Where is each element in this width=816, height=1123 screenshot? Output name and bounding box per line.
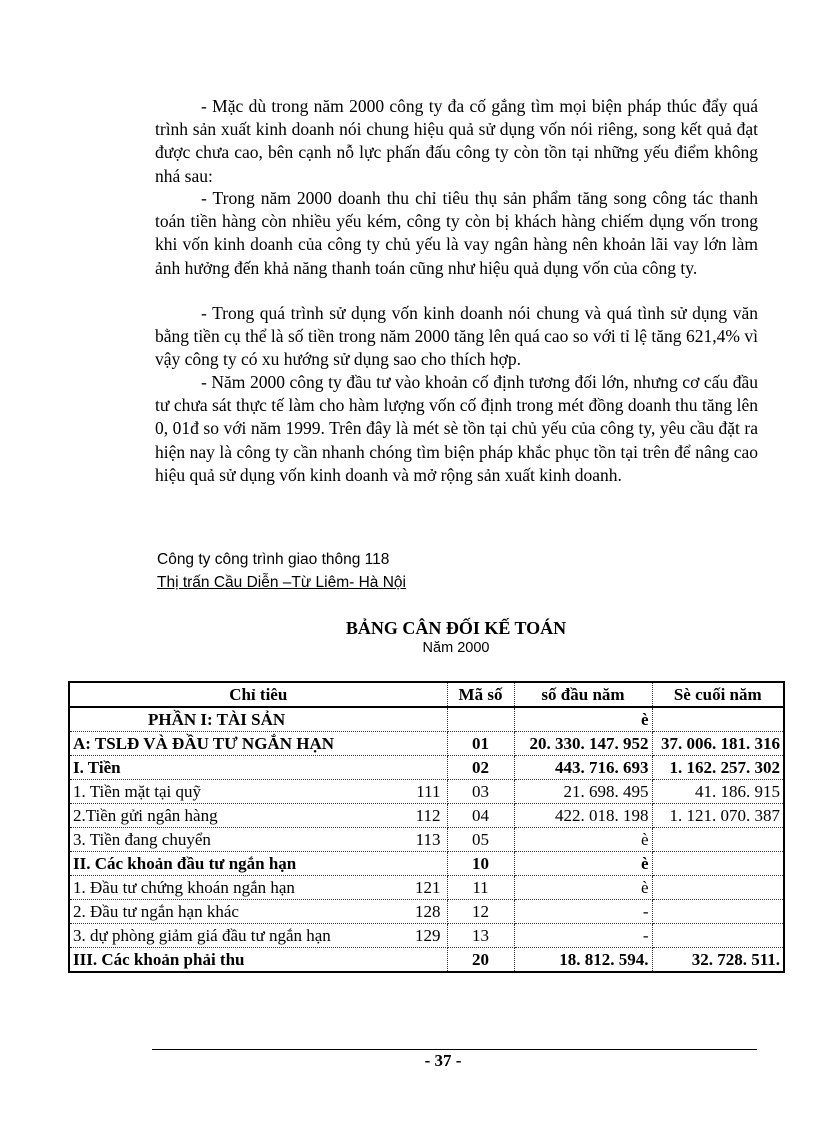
row-label: 2.Tiền gửi ngân hàng	[73, 806, 218, 825]
paragraph-4: - Năm 2000 công ty đầu tư vào khoản cố định tương đối lớn, nhưng cơ cấu đầu tư chưa sát thực tế làm cho hàm lượng vốn cố định trong mét đồng doanh thu tăng lên 0, 01đ so với năm 1999. Trên đây là mét sè tồn tại chủ yếu của công ty, yêu cầu đặt ra hiện nay là công ty cần nhanh chóng tìm biện pháp khắc phục tồn tại trên để nâng cao hiệu quả sử dụng vốn kinh doanh và mở rộng sản xuất kinh doanh.	[155, 372, 758, 485]
row-start-value: è	[514, 876, 652, 900]
row-code: 05	[447, 828, 514, 852]
header-indicator: Chỉ tiêu	[69, 682, 447, 707]
row-end-value	[652, 828, 784, 852]
row-start-value: 20. 330. 147. 952	[514, 732, 652, 756]
row-indicator-cell	[69, 780, 447, 804]
row-code: 03	[447, 780, 514, 804]
company-address: Thị trấn Cầu Diễn –Từ Liêm- Hà Nội	[157, 574, 406, 591]
table-year: Năm 2000	[422, 640, 490, 656]
row-end-value: 1. 121. 070. 387	[652, 804, 784, 828]
row-start-value: è	[514, 852, 652, 876]
row-code: 01	[447, 732, 514, 756]
row-code: 02	[447, 756, 514, 780]
row-indicator-cell	[69, 756, 447, 780]
row-end-value: 1. 162. 257. 302	[652, 756, 784, 780]
balance-sheet-table	[68, 681, 785, 973]
row-end-value	[652, 900, 784, 924]
table-row	[69, 780, 784, 804]
table-row	[69, 707, 784, 732]
row-end-value: 41. 186. 915	[652, 780, 784, 804]
row-account-number: 129	[415, 926, 441, 945]
paragraph-1: - Mặc dù trong năm 2000 công ty đa cố gắng tìm mọi biện pháp thúc đẩy quá trình sản xuất kinh doanh nói chung hiệu quả sử dụng vốn nói riêng, song kết quả đạt được chưa cao, bên cạnh nỗ lực phấn đấu công ty còn tồn tại những yếu điểm không nhá sau:	[155, 96, 758, 186]
row-indicator-cell	[69, 707, 447, 732]
row-label: I. Tiền	[73, 758, 121, 777]
table-row	[69, 828, 784, 852]
row-label: PHẦN I: TÀI SẢN	[148, 710, 286, 729]
paragraph-3: - Trong quá trình sử dụng vốn kinh doanh nói chung và quá tình sử dụng văn bằng tiền cụ thể là số tiền trong năm 2000 tăng lên quá cao so với tỉ lệ tăng 621,4% vì vậy công ty có xu hướng sử dụng sao cho thích hợp.	[155, 303, 758, 370]
row-account-number: 128	[415, 902, 441, 921]
row-start-value: 443. 716. 693	[514, 756, 652, 780]
row-end-value	[652, 852, 784, 876]
row-account-number: 112	[415, 806, 441, 825]
row-indicator-cell	[69, 900, 447, 924]
row-label: 2. Đầu tư ngắn hạn khác	[73, 902, 239, 921]
row-indicator-cell	[69, 924, 447, 948]
row-start-value: 21. 698. 495	[514, 780, 652, 804]
header-code: Mã số	[447, 682, 514, 707]
row-label: A: TSLĐ VÀ ĐẦU TƯ NGẮN HẠN	[73, 734, 335, 753]
row-label: 3. Tiền đang chuyển	[73, 830, 211, 849]
row-code: 13	[447, 924, 514, 948]
row-code: 10	[447, 852, 514, 876]
page-number: - 37 -	[424, 1051, 462, 1070]
footer-rule	[152, 1049, 757, 1050]
row-indicator-cell	[69, 876, 447, 900]
row-end-value	[652, 924, 784, 948]
row-end-value	[652, 707, 784, 732]
row-end-value: 37. 006. 181. 316	[652, 732, 784, 756]
row-code	[447, 707, 514, 732]
row-label: III. Các khoản phải thu	[73, 950, 245, 969]
table-row	[69, 876, 784, 900]
table-row	[69, 732, 784, 756]
row-account-number: 113	[415, 830, 441, 849]
row-indicator-cell	[69, 804, 447, 828]
table-row	[69, 948, 784, 973]
row-end-value	[652, 876, 784, 900]
row-code: 12	[447, 900, 514, 924]
row-start-value: -	[514, 924, 652, 948]
row-account-number: 111	[416, 782, 441, 801]
row-indicator-cell	[69, 948, 447, 973]
table-header-row	[69, 682, 784, 707]
row-start-value: -	[514, 900, 652, 924]
header-start-of-year: số đầu năm	[514, 682, 652, 707]
table-row	[69, 924, 784, 948]
row-start-value: 18. 812. 594.	[514, 948, 652, 973]
table-row	[69, 900, 784, 924]
company-name: Công ty công trình giao thông 118	[157, 551, 390, 568]
row-start-value: è	[514, 828, 652, 852]
table-row	[69, 804, 784, 828]
row-label: II. Các khoản đầu tư ngắn hạn	[73, 854, 297, 873]
row-code: 04	[447, 804, 514, 828]
row-indicator-cell	[69, 852, 447, 876]
row-start-value: 422. 018. 198	[514, 804, 652, 828]
row-account-number: 121	[415, 878, 441, 897]
row-label: 1. Tiền mặt tại quỹ	[73, 782, 201, 801]
row-label: 3. dự phòng giảm giá đầu tư ngắn hạn	[73, 926, 331, 945]
row-code: 11	[447, 876, 514, 900]
row-label: 1. Đầu tư chứng khoán ngắn hạn	[73, 878, 295, 897]
row-indicator-cell	[69, 732, 447, 756]
row-end-value: 32. 728. 511.	[652, 948, 784, 973]
row-indicator-cell	[69, 828, 447, 852]
row-start-value: è	[514, 707, 652, 732]
table-row	[69, 852, 784, 876]
table-title: BẢNG CÂN ĐỐI KẾ TOÁN	[345, 618, 567, 638]
table-row	[69, 756, 784, 780]
header-end-of-year: Sè cuối năm	[652, 682, 784, 707]
paragraph-2: - Trong năm 2000 doanh thu chỉ tiêu thụ sản phẩm tăng song công tác thanh toán tiền hàng còn nhiều yếu kém, công ty còn bị khách hàng chiếm dụng vốn trong khi vốn kinh doanh của công ty chủ yếu là vay ngân hàng nên khoản lãi vay lớn làm ảnh hưởng đến khả năng thanh toán cũng như hiệu quả dụng vốn của công ty.	[155, 188, 758, 278]
row-code: 20	[447, 948, 514, 973]
